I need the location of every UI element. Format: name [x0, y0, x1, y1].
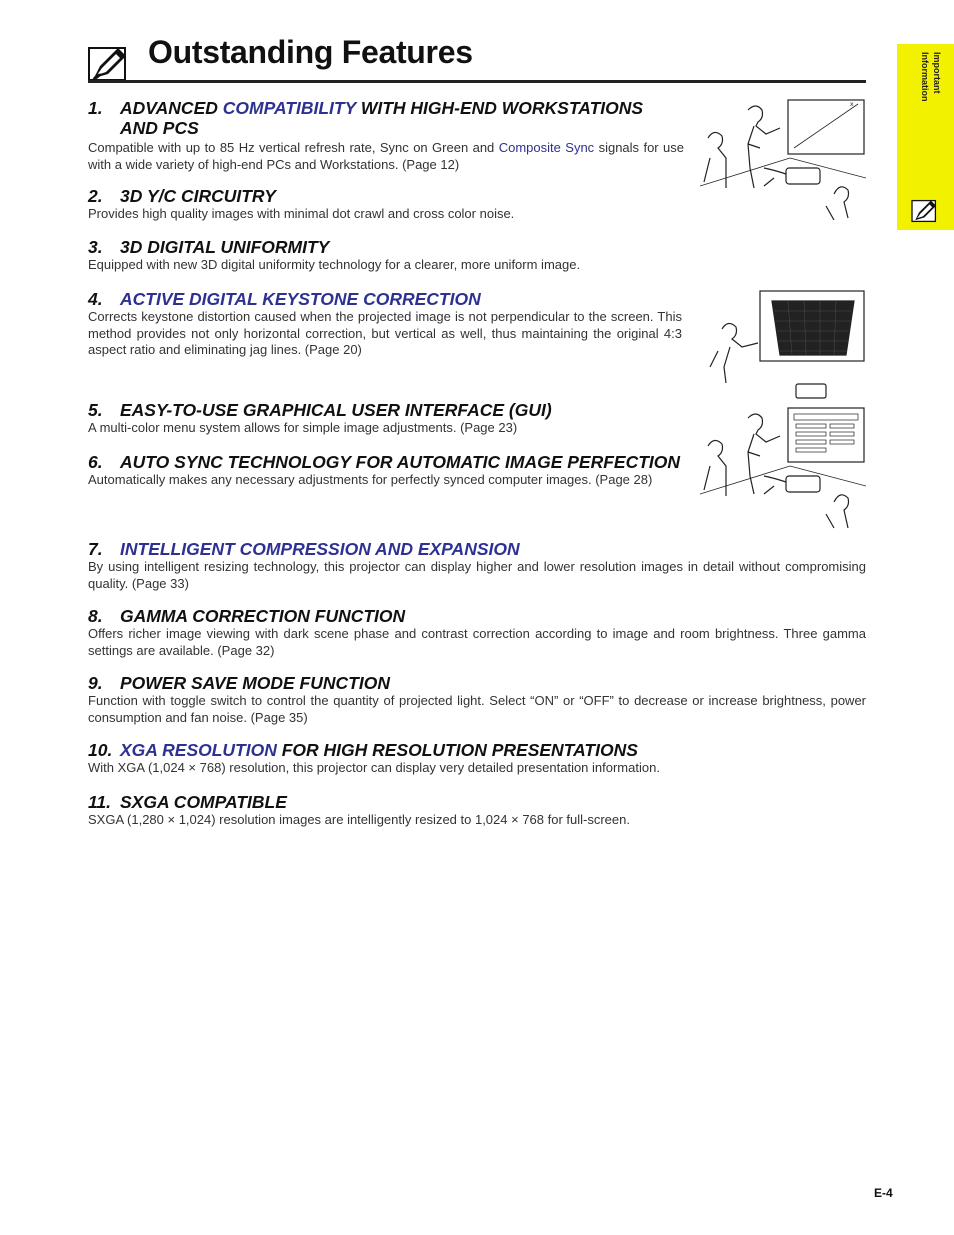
- feature-body: With XGA (1,024 × 768) resolution, this projector can display very detailed presentation information.: [88, 760, 660, 775]
- feature-heading: 6. AUTO SYNC TECHNOLOGY FOR AUTOMATIC IMAGE PERFECTION: [88, 452, 681, 472]
- feature-section-8: [88, 606, 866, 659]
- keystone-illustration: [708, 289, 866, 385]
- feature-heading: 9. POWER SAVE MODE FUNCTION: [88, 673, 390, 693]
- glossary-link[interactable]: Composite Sync: [498, 140, 595, 155]
- feature-heading: 5. EASY-TO-USE GRAPHICAL USER INTERFACE (GUI): [88, 400, 552, 420]
- feature-section-1: [88, 98, 684, 173]
- gui-menu-illustration: [700, 382, 866, 530]
- side-tab[interactable]: [897, 44, 954, 230]
- feature-section-11: [88, 792, 866, 829]
- feature-section-2: [88, 186, 688, 223]
- feature-body: Offers richer image viewing with dark scene phase and contrast correction according to image and room brightness. Three gamma settings are available. (Page 32): [88, 626, 866, 658]
- feature-section-9: [88, 673, 866, 726]
- page-number: E-4: [874, 1186, 893, 1200]
- feature-heading: 11. SXGA COMPATIBLE: [88, 792, 287, 812]
- pen-note-icon: [911, 198, 939, 224]
- feature-heading: 8. GAMMA CORRECTION FUNCTION: [88, 606, 406, 626]
- feature-section-5: [88, 400, 688, 437]
- feature-section-7: [88, 539, 866, 592]
- feature-body: By using intelligent resizing technology, this projector can display higher and lower resolution images in detail without compromising quality. (Page 33): [88, 559, 866, 591]
- feature-section-4: [88, 289, 682, 359]
- feature-body: Equipped with new 3D digital uniformity technology for a clearer, more uniform image.: [88, 257, 581, 272]
- feature-body: Provides high quality images with minimal dot crawl and cross color noise.: [88, 206, 515, 221]
- presentation-illustration: [700, 98, 866, 220]
- feature-section-3: [88, 237, 688, 274]
- feature-body: Compatible with up to 85 Hz vertical refresh rate, Sync on Green and Composite Sync signals for use with a wide variety of high-end PCs and Workstations. (Page 12): [88, 140, 685, 172]
- feature-body: Function with toggle switch to control the quantity of projected light. Select “ON” or “OFF” to decrease or increase brightness, power consumption and fan noise. (Page 35): [88, 693, 866, 725]
- feature-heading: 2. 3D Y/C CIRCUITRY: [88, 186, 276, 206]
- svg-text:x: x: [850, 101, 854, 108]
- feature-body: SXGA (1,280 × 1,024) resolution images are intelligently resized to 1,024 × 768 for full-screen.: [88, 812, 630, 827]
- feature-heading: 1. ADVANCED COMPATIBILITY WITH HIGH-END WORKSTATIONS AND PCS: [88, 98, 644, 138]
- side-tab-label: Important Information: [920, 52, 942, 102]
- feature-section-10: [88, 740, 866, 777]
- page-title: Outstanding Features: [148, 34, 473, 70]
- glossary-link[interactable]: INTELLIGENT COMPRESSION AND EXPANSION: [120, 539, 520, 559]
- pen-note-icon: [88, 44, 130, 84]
- glossary-link[interactable]: ACTIVE DIGITAL KEYSTONE CORRECTION: [120, 289, 481, 309]
- glossary-link[interactable]: COMPATIBILITY: [222, 98, 356, 118]
- title-rule: [88, 80, 866, 83]
- feature-heading: 3. 3D DIGITAL UNIFORMITY: [88, 237, 330, 257]
- glossary-link[interactable]: XGA RESOLUTION: [120, 740, 277, 760]
- feature-section-6: [88, 452, 684, 489]
- feature-heading: 10. XGA RESOLUTION FOR HIGH RESOLUTION PRESENTATIONS: [88, 740, 638, 760]
- feature-body: Corrects keystone distortion caused when the projected image is not perpendicular to the screen. This method provides not only horizontal correction, but vertical as well, thus maintaining the original 4:3 aspect ratio and eliminating jag lines. (Page 20): [88, 309, 682, 357]
- feature-body: Automatically makes any necessary adjustments for perfectly synced computer images. (Page 28): [88, 472, 653, 487]
- feature-heading: 7. INTELLIGENT COMPRESSION AND EXPANSION: [88, 539, 866, 559]
- feature-heading: 4. ACTIVE DIGITAL KEYSTONE CORRECTION: [88, 289, 682, 309]
- feature-body: A multi-color menu system allows for simple image adjustments. (Page 23): [88, 420, 518, 435]
